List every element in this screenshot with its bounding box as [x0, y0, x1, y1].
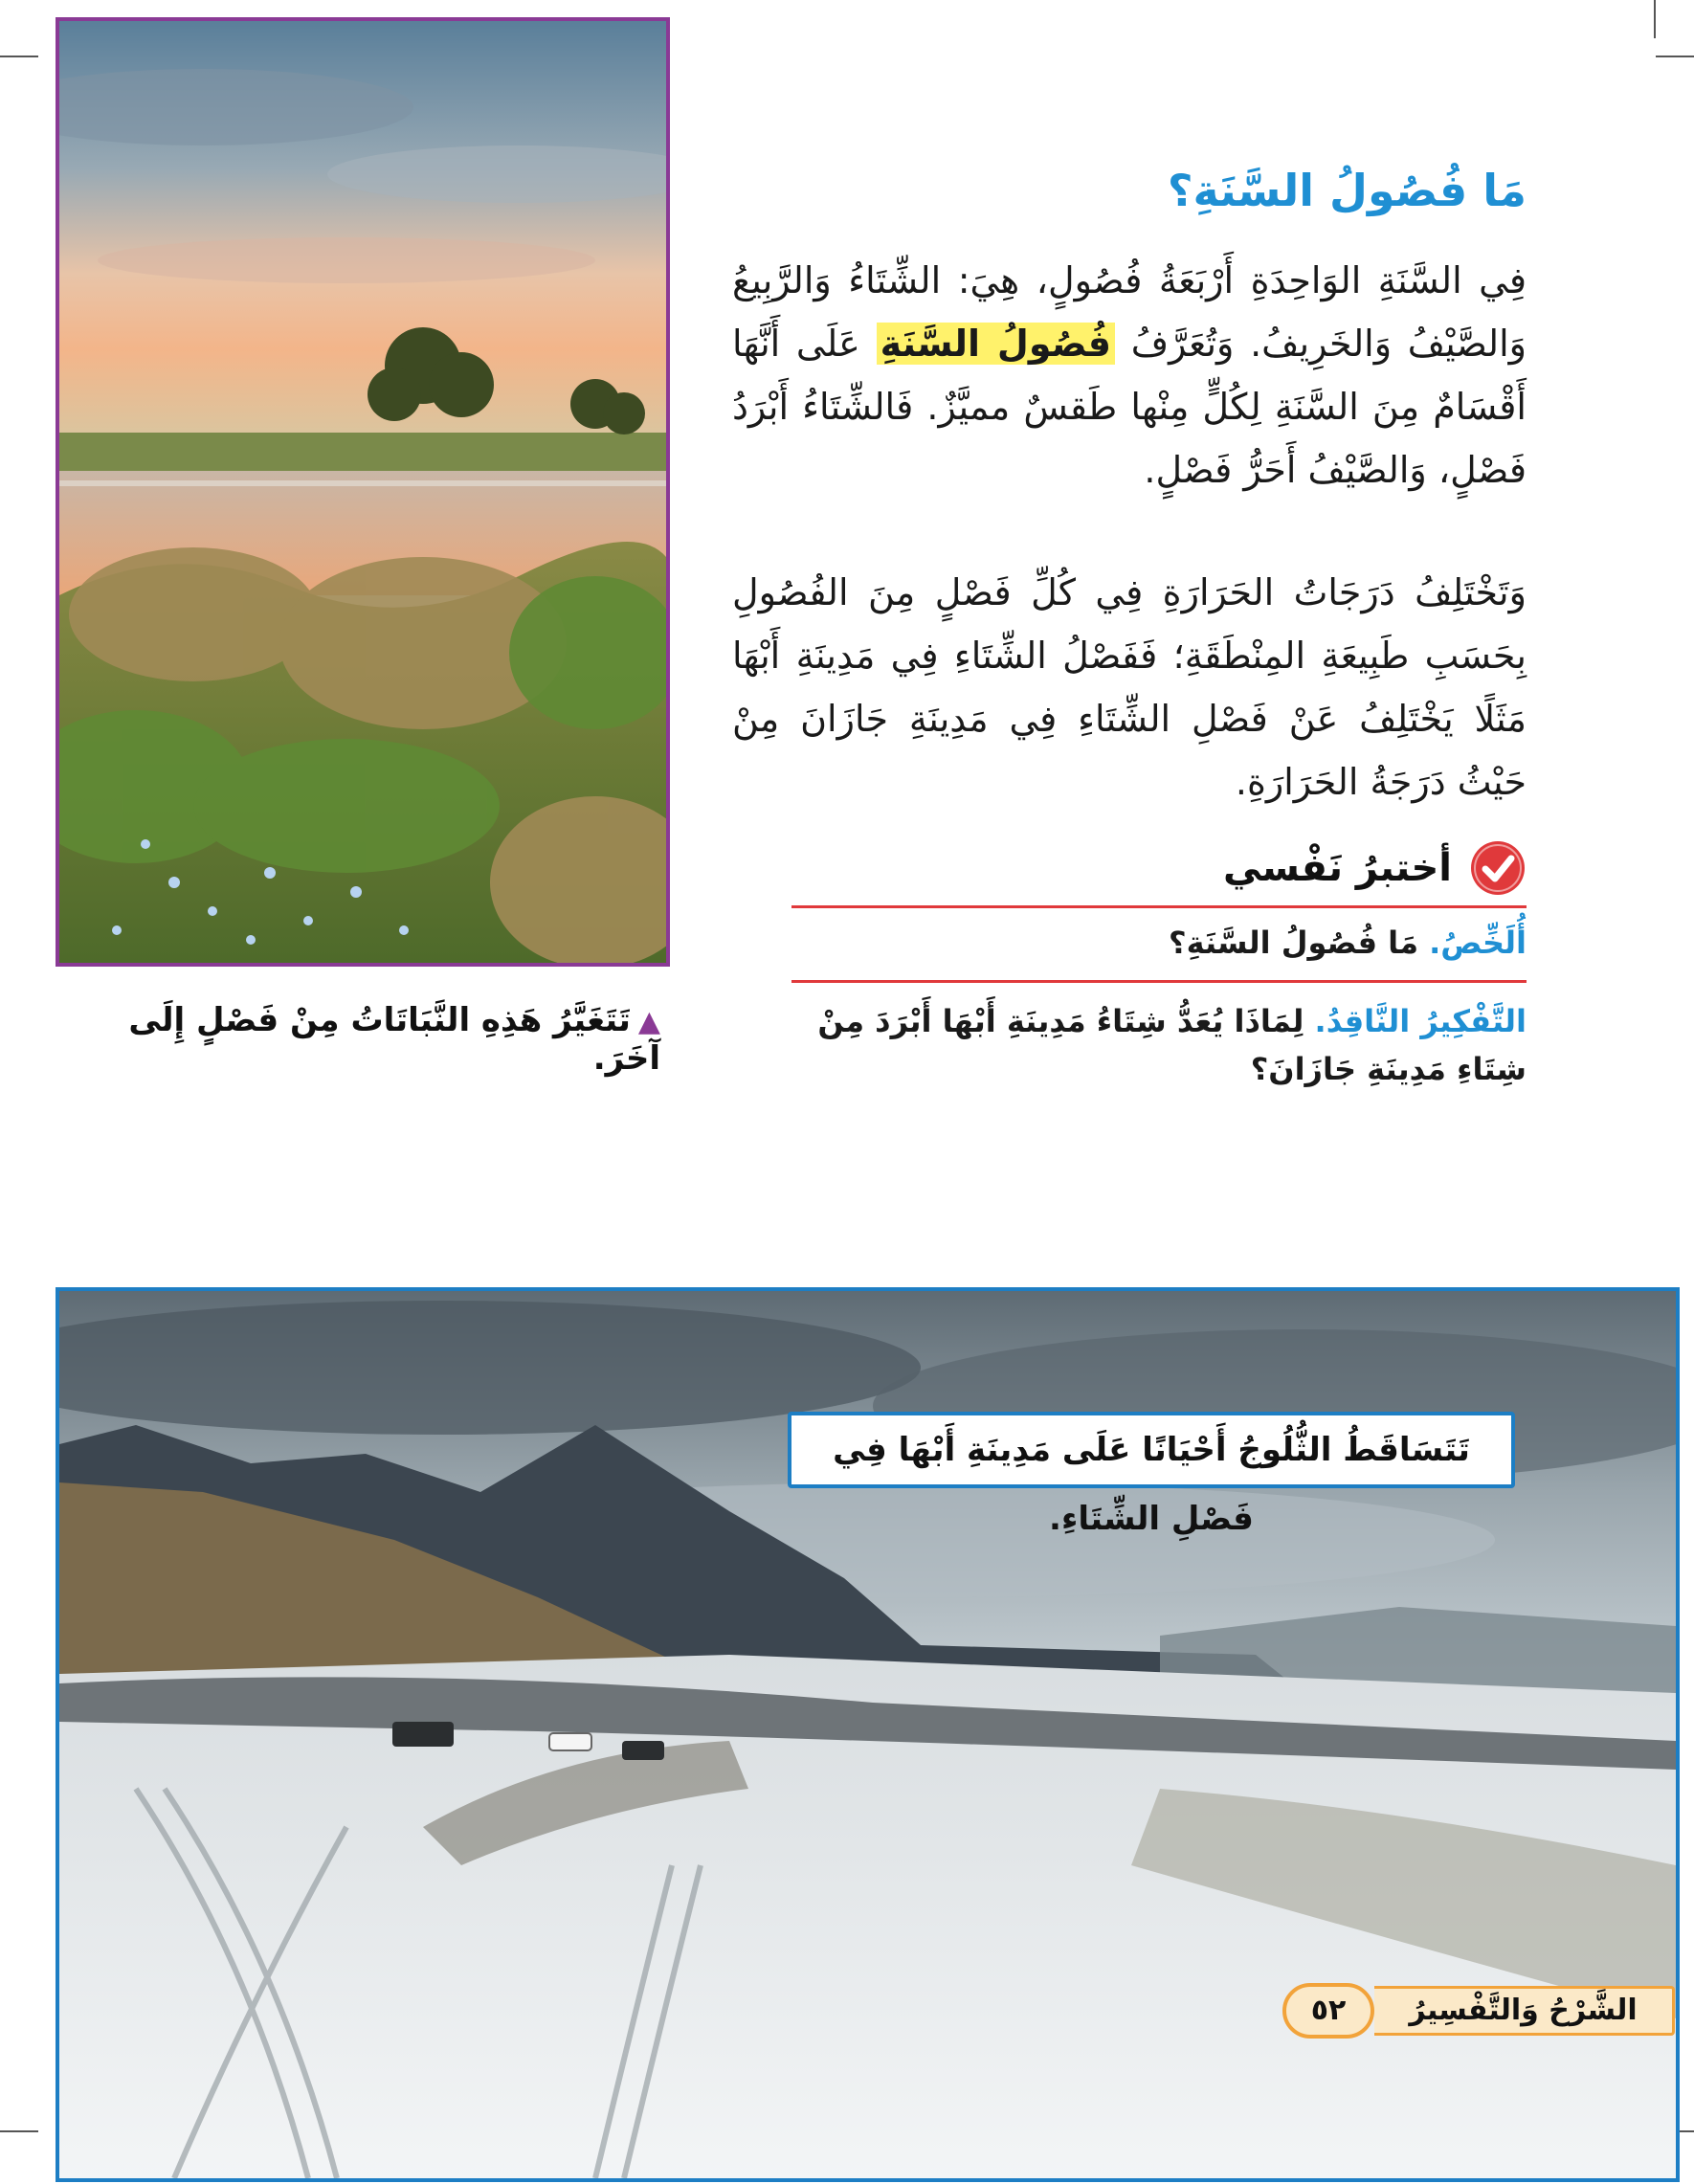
section-label: الشَّرْحُ وَالتَّفْسِيرُ	[1374, 1986, 1675, 2036]
crop-mark	[1656, 56, 1694, 57]
question-summarize	[791, 919, 1527, 967]
snow-photo-caption: تَتَسَاقَطُ الثُّلُوجُ أَحْيَانًا عَلَى مَدِينَةِ أَبْهَا فِي فَصْلِ الشِّتَاءِ.	[788, 1412, 1515, 1488]
plants-caption-text: تَتَغَيَّرُ هَذِهِ النَّبَاتَاتُ مِنْ فَصْلٍ إِلَى آخَرَ.	[128, 1001, 660, 1078]
check-yourself-header	[1223, 835, 1527, 902]
paragraph-1-text-b: عَلَى أَنَّهَا أَقْسَامٌ مِنَ السَّنَةِ لِكُلٍّ مِنْها طَقسٌ مميَّزٌ. فَالشِّتَاءُ أَبْرَدُ فَصْلٍ، وَالصَّيْفُ أَحَرُّ فَصْلٍ.	[732, 323, 1527, 491]
check-yourself-title: أختبرُ نَفْسي	[1223, 846, 1452, 890]
question-2-keyword: التَّفْكِيرُ النَّاقِدُ.	[1314, 1003, 1527, 1039]
crop-mark	[0, 56, 38, 57]
paragraph-1-text-a: فِي السَّنَةِ الوَاحِدَةِ أَرْبَعَةُ فُصُولٍ، هِيَ: الشِّتَاءُ وَالرَّبِيعُ وَالصَّيْفُ وَالخَرِيفُ. وَتُعَرَّفُ	[732, 259, 1527, 365]
question-1-text: مَا فُصُولُ السَّنَةِ؟	[1169, 925, 1430, 961]
divider	[791, 905, 1527, 908]
divider	[791, 980, 1527, 983]
page-footer	[1282, 1979, 1675, 2042]
crop-mark	[1654, 0, 1656, 38]
question-1-keyword: أُلَخِّصُ.	[1429, 925, 1527, 961]
highlighted-term: فُصُولُ السَّنَةِ	[877, 323, 1116, 365]
question-critical-thinking	[791, 997, 1527, 1093]
check-circle-icon	[1469, 839, 1527, 897]
triangle-bullet-icon: ▲	[637, 1005, 660, 1038]
paragraph-seasons-definition	[732, 249, 1527, 501]
plants-landscape-image	[59, 21, 666, 963]
lesson-heading: مَا فُصُولُ السَّنَةِ؟	[1167, 165, 1527, 216]
plants-photo	[56, 17, 670, 967]
page-number: ٥٢	[1282, 1983, 1374, 2039]
plants-photo-caption	[124, 1001, 660, 1078]
crop-mark	[0, 2130, 38, 2132]
paragraph-temperature: وَتَخْتَلِفُ دَرَجَاتُ الحَرَارَةِ فِي كُلِّ فَصْلٍ مِنَ الفُصُولِ بِحَسَبِ طَبِيعَةِ المِنْطَقَةِ؛ فَفَصْلُ الشِّتَاءِ فِي مَدِينَةِ أَبْهَا مَثَلًا يَخْتَلِفُ عَنْ فَصْلِ الشِّتَاءِ فِي مَدِينَةِ جَازَانَ مِنْ حَيْثُ دَرَجَةُ الحَرَارَةِ.	[732, 571, 1527, 803]
question-2-text: لِمَاذَا يُعَدُّ شِتَاءُ مَدِينَةِ أَبْهَا أَبْرَدَ مِنْ شِتَاءِ مَدِينَةِ جَازَانَ؟	[817, 1003, 1527, 1087]
